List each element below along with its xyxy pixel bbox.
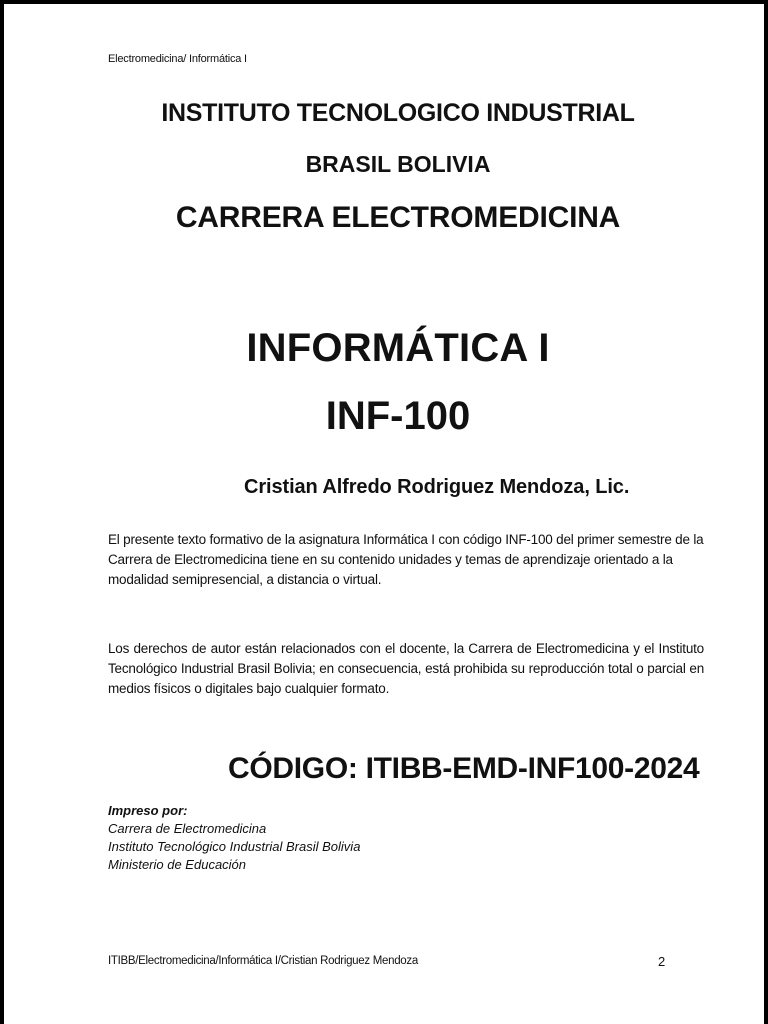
printed-by-label: Impreso por: <box>108 803 188 818</box>
copyright-paragraph: Los derechos de autor están relacionados con el docente, la Carrera de Electromedicina y el Instituto Tecnológico Industrial Brasil Bolivia; en consecuencia, está prohibida su reproducción total o parcial en medios físicos o digitales bajo cualquier formato. <box>108 641 704 696</box>
printed-by-line: Carrera de Electromedicina <box>108 821 267 836</box>
career-title: CARRERA ELECTROMEDICINA <box>175 201 621 234</box>
description-paragraph: El presente texto formativo de la asignatura Informática I con código INF-100 del primer semestre de la Carrera de Electromedicina tiene en su contenido unidades y temas de aprendizaje orientado a la modalidad semipresencial, a distancia o virtual. <box>108 532 704 587</box>
author-name: Cristian Alfredo Rodriguez Mendoza, Lic. <box>244 476 630 498</box>
subject-title: INFORMÁTICA I <box>246 326 550 370</box>
printed-by-line: Ministerio de Educación <box>108 857 247 872</box>
page-header: Electromedicina/ Informática I <box>108 53 247 65</box>
printed-by-line: Instituto Tecnológico Industrial Brasil Bolivia <box>108 839 361 854</box>
institute-name-line2: BRASIL BOLIVIA <box>305 151 491 177</box>
printed-by-block <box>108 802 360 874</box>
subject-code: INF-100 <box>325 394 471 438</box>
page-footer: ITIBB/Electromedicina/Informática I/Cristian Rodriguez Mendoza <box>108 955 418 967</box>
institute-name-line1: INSTITUTO TECNOLOGICO INDUSTRIAL <box>161 99 635 127</box>
document-code: CÓDIGO: ITIBB-EMD-INF100-2024 <box>228 752 700 785</box>
page-number: 2 <box>658 954 666 969</box>
document-page <box>4 4 764 1024</box>
